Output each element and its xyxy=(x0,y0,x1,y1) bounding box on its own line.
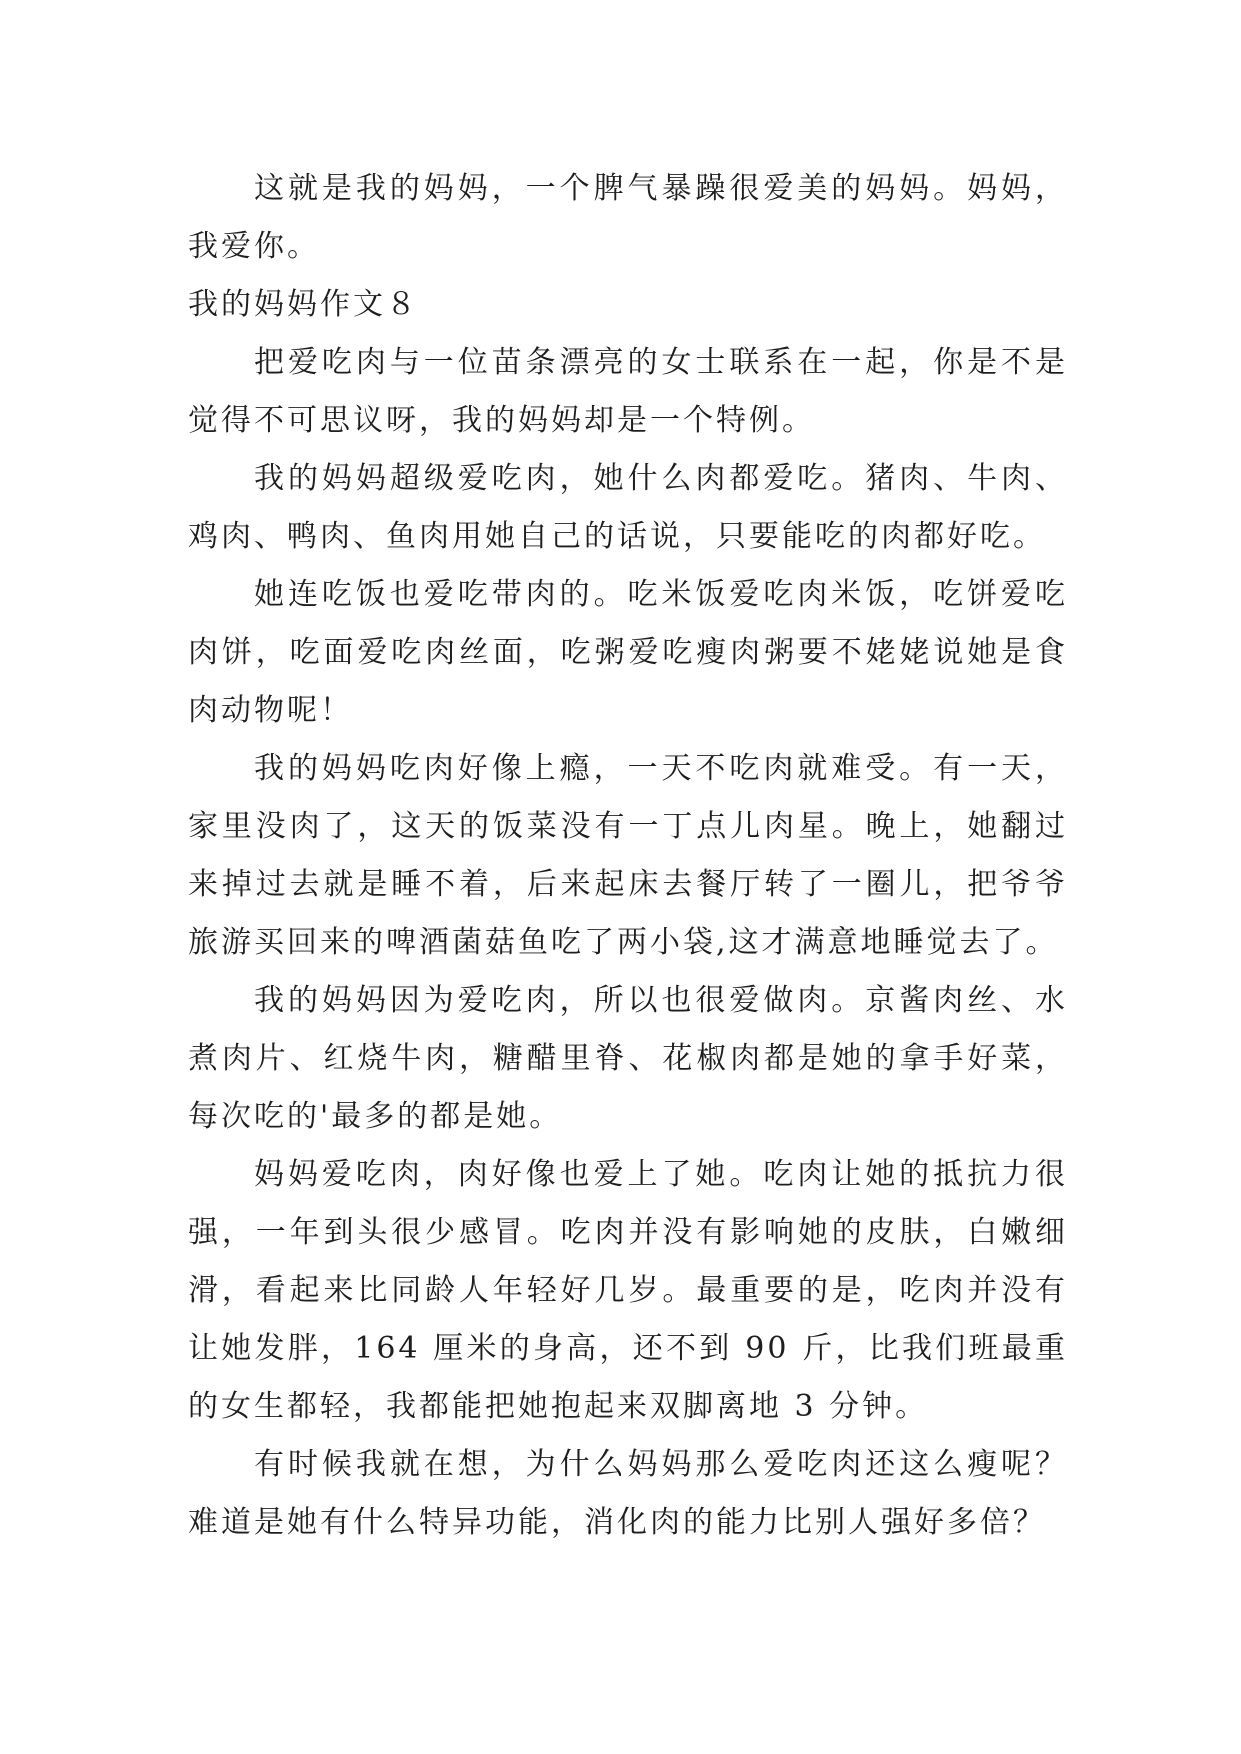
paragraph-6: 妈妈爱吃肉，肉好像也爱上了她。吃肉让她的抵抗力很强，一年到头很少感冒。吃肉并没有影响她的皮肤，白嫩细滑，看起来比同龄人年轻好几岁。最重要的是，吃肉并没有让她发胖，164 厘米的身高，还不到 90 斤，比我们班最重的女生都轻，我都能把她抱起来双脚离地 3 分钟。 xyxy=(188,1157,1068,1424)
document-page xyxy=(188,160,1068,1620)
paragraph-5: 我的妈妈因为爱吃肉，所以也很爱做肉。京酱肉丝、水煮肉片、红烧牛肉，糖醋里脊、花椒肉都是她的拿手好菜，每次吃的'最多的都是她。 xyxy=(188,983,1068,1134)
essay-heading: 我的妈妈作文８ xyxy=(188,287,419,322)
paragraph-2: 我的妈妈超级爱吃肉，她什么肉都爱吃。猪肉、牛肉、鸡肉、鸭肉、鱼肉用她自己的话说，只要能吃的肉都好吃。 xyxy=(188,461,1068,554)
paragraph-4: 我的妈妈吃肉好像上瘾，一天不吃肉就难受。有一天，家里没肉了，这天的饭菜没有一丁点儿肉星。晚上，她翻过来掉过去就是睡不着，后来起床去餐厅转了一圈儿，把爷爷旅游买回来的啤酒菌菇鱼吃了两小袋,这才满意地睡觉去了。 xyxy=(188,751,1068,960)
paragraph-1: 把爱吃肉与一位苗条漂亮的女士联系在一起，你是不是觉得不可思议呀，我的妈妈却是一个特例。 xyxy=(188,345,1068,438)
paragraph-3: 她连吃饭也爱吃带肉的。吃米饭爱吃肉米饭，吃饼爱吃肉饼，吃面爱吃肉丝面，吃粥爱吃瘦肉粥要不姥姥说她是食肉动物呢！ xyxy=(188,577,1068,728)
paragraph-7: 有时候我就在想，为什么妈妈那么爱吃肉还这么瘦呢？难道是她有什么特异功能，消化肉的能力比别人强好多倍？ xyxy=(188,1447,1068,1540)
opening-paragraph: 这就是我的妈妈，一个脾气暴躁很爱美的妈妈。妈妈，我爱你。 xyxy=(188,171,1068,264)
